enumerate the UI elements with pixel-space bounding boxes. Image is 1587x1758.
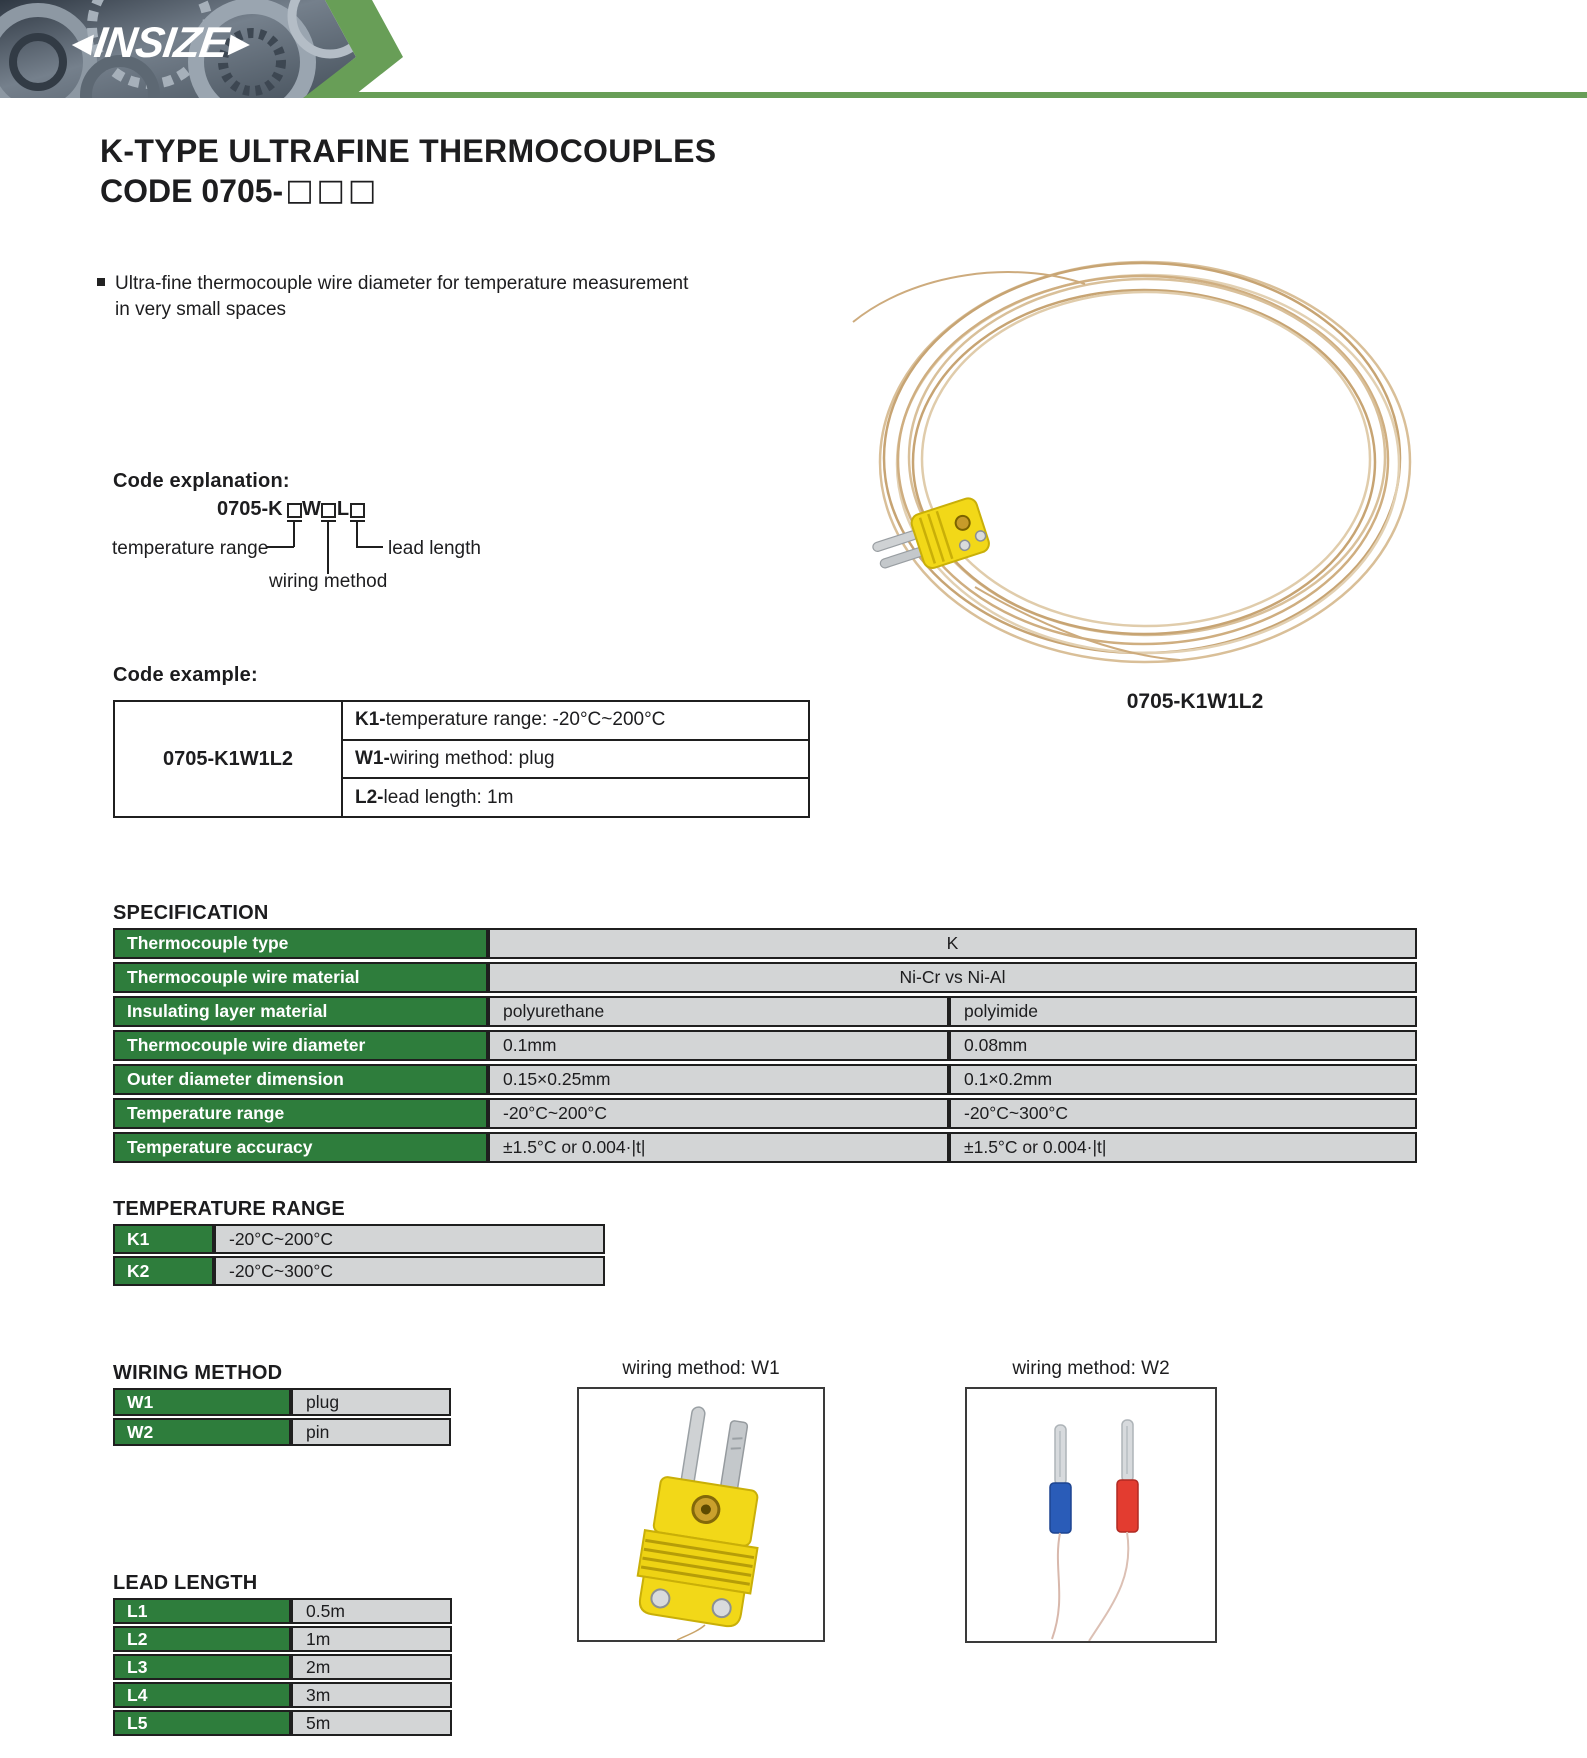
table-row (113, 1418, 451, 1446)
logo-left-arrow-icon: ◀ (69, 28, 95, 59)
wiring-method-table (113, 1388, 451, 1448)
spec-row-label: Thermocouple wire material (113, 962, 488, 993)
row-text: lead length: 1m (383, 786, 514, 808)
spec-row-value-col1: polyurethane (488, 996, 949, 1027)
lead-value: 1m (291, 1626, 452, 1652)
w1-plug-graphic (579, 1389, 823, 1640)
table-row (113, 1598, 452, 1624)
logo-right-arrow-icon: ▶ (227, 28, 253, 59)
label-temperature-range: temperature range (112, 538, 269, 559)
spec-row-value-col1: 0.1mm (488, 1030, 949, 1061)
table-row (113, 996, 1417, 1027)
lead-value: 3m (291, 1682, 452, 1708)
green-rule (348, 92, 1587, 98)
table-row (113, 1064, 1417, 1095)
spec-row-value-col1: 0.15×0.25mm (488, 1064, 949, 1095)
table-row (113, 928, 1417, 959)
spec-row-value-col2: polyimide (949, 996, 1417, 1027)
lead-code: L2 (113, 1626, 291, 1652)
spec-row-value-col1: ±1.5°C or 0.004·|t| (488, 1132, 949, 1163)
page-title: K-TYPE ULTRAFINE THERMOCOUPLES (100, 133, 717, 169)
code-example-table (113, 700, 810, 818)
lead-code: L4 (113, 1682, 291, 1708)
table-row (113, 1256, 605, 1286)
code-example-code: 0705-K1W1L2 (115, 702, 343, 816)
table-row (113, 1710, 452, 1736)
table-row (113, 1030, 1417, 1061)
logo-text: INSIZE (91, 19, 231, 67)
temperature-range-heading: TEMPERATURE RANGE (113, 1198, 345, 1220)
code-example-rows (343, 702, 808, 816)
table-row (113, 1098, 1417, 1129)
lead-code: L1 (113, 1598, 291, 1624)
row-bold: L2- (355, 786, 384, 808)
table-row (343, 779, 808, 816)
page-title-code-line (100, 173, 379, 210)
thermocouple-coil-graphic (845, 242, 1425, 692)
range-code: K2 (113, 1256, 214, 1286)
table-row (113, 1224, 605, 1254)
w2-pins-graphic (967, 1389, 1215, 1641)
insize-logo (69, 19, 253, 67)
label-wiring-method: wiring method (269, 571, 388, 592)
specification-heading: SPECIFICATION (113, 902, 269, 924)
table-row (113, 1682, 452, 1708)
wiring-value: plug (291, 1388, 451, 1416)
table-row (113, 1388, 451, 1416)
code-prefix: 0705-K (217, 498, 283, 520)
spec-row-label: Outer diameter dimension (113, 1064, 488, 1095)
code-explanation-heading: Code explanation: (113, 470, 290, 492)
lead-length-table (113, 1598, 452, 1738)
mini-plug-graphic (867, 496, 991, 584)
spec-row-value-col1: -20°C~200°C (488, 1098, 949, 1129)
specification-table (113, 928, 1417, 1166)
figure-w1-caption: wiring method: W1 (622, 1358, 780, 1379)
figure-w2-caption: wiring method: W2 (1012, 1358, 1170, 1379)
range-value: -20°C~200°C (214, 1224, 605, 1254)
code-prefix-text: CODE 0705- (100, 173, 284, 209)
figure-w2 (965, 1387, 1217, 1643)
lead-value: 5m (291, 1710, 452, 1736)
code-seg-w: W (302, 498, 321, 520)
code-seg-l: L (336, 498, 350, 520)
table-row (343, 702, 808, 741)
wiring-code: W2 (113, 1418, 291, 1446)
table-row (113, 962, 1417, 993)
row-text: wiring method: plug (389, 748, 555, 769)
row-bold: W1- (355, 748, 390, 769)
spec-row-value: Ni-Cr vs Ni-Al (488, 962, 1417, 993)
spec-row-value-col2: 0.1×0.2mm (949, 1064, 1417, 1095)
spec-row-value-col2: ±1.5°C or 0.004·|t| (949, 1132, 1417, 1163)
lead-code: L5 (113, 1710, 291, 1736)
spec-row-value: K (488, 928, 1417, 959)
intro-bullet (97, 271, 697, 323)
spec-row-label: Thermocouple type (113, 928, 488, 959)
wiring-code: W1 (113, 1388, 291, 1416)
lead-value: 2m (291, 1654, 452, 1680)
masthead (0, 0, 1587, 105)
placeholder-squares: □□□ (285, 173, 380, 208)
spec-row-label: Temperature range (113, 1098, 488, 1129)
product-caption: 0705-K1W1L2 (1126, 690, 1264, 713)
lead-length-heading: LEAD LENGTH (113, 1572, 258, 1594)
bullet-square-icon (97, 278, 105, 286)
spec-row-value-col2: 0.08mm (949, 1030, 1417, 1061)
temperature-range-table (113, 1224, 605, 1288)
spec-row-label: Temperature accuracy (113, 1132, 488, 1163)
table-row (113, 1626, 452, 1652)
wiring-value: pin (291, 1418, 451, 1446)
row-bold: K1- (355, 709, 386, 731)
table-row (113, 1132, 1417, 1163)
spec-row-label: Insulating layer material (113, 996, 488, 1027)
bullet-text: Ultra-fine thermocouple wire diameter for temperature measurement in very small spaces (115, 273, 689, 320)
label-lead-length: lead length (388, 538, 481, 559)
lead-code: L3 (113, 1654, 291, 1680)
lead-value: 0.5m (291, 1598, 452, 1624)
wiring-method-heading: WIRING METHOD (113, 1362, 283, 1384)
range-value: -20°C~300°C (214, 1256, 605, 1286)
code-example-heading: Code example: (113, 664, 258, 686)
row-text: temperature range: -20°C~200°C (385, 709, 666, 731)
table-row (343, 741, 808, 780)
spec-row-label: Thermocouple wire diameter (113, 1030, 488, 1061)
figure-w1 (577, 1387, 825, 1642)
product-figure (845, 242, 1425, 697)
spec-row-value-col2: -20°C~300°C (949, 1098, 1417, 1129)
table-row (113, 1654, 452, 1680)
range-code: K1 (113, 1224, 214, 1254)
